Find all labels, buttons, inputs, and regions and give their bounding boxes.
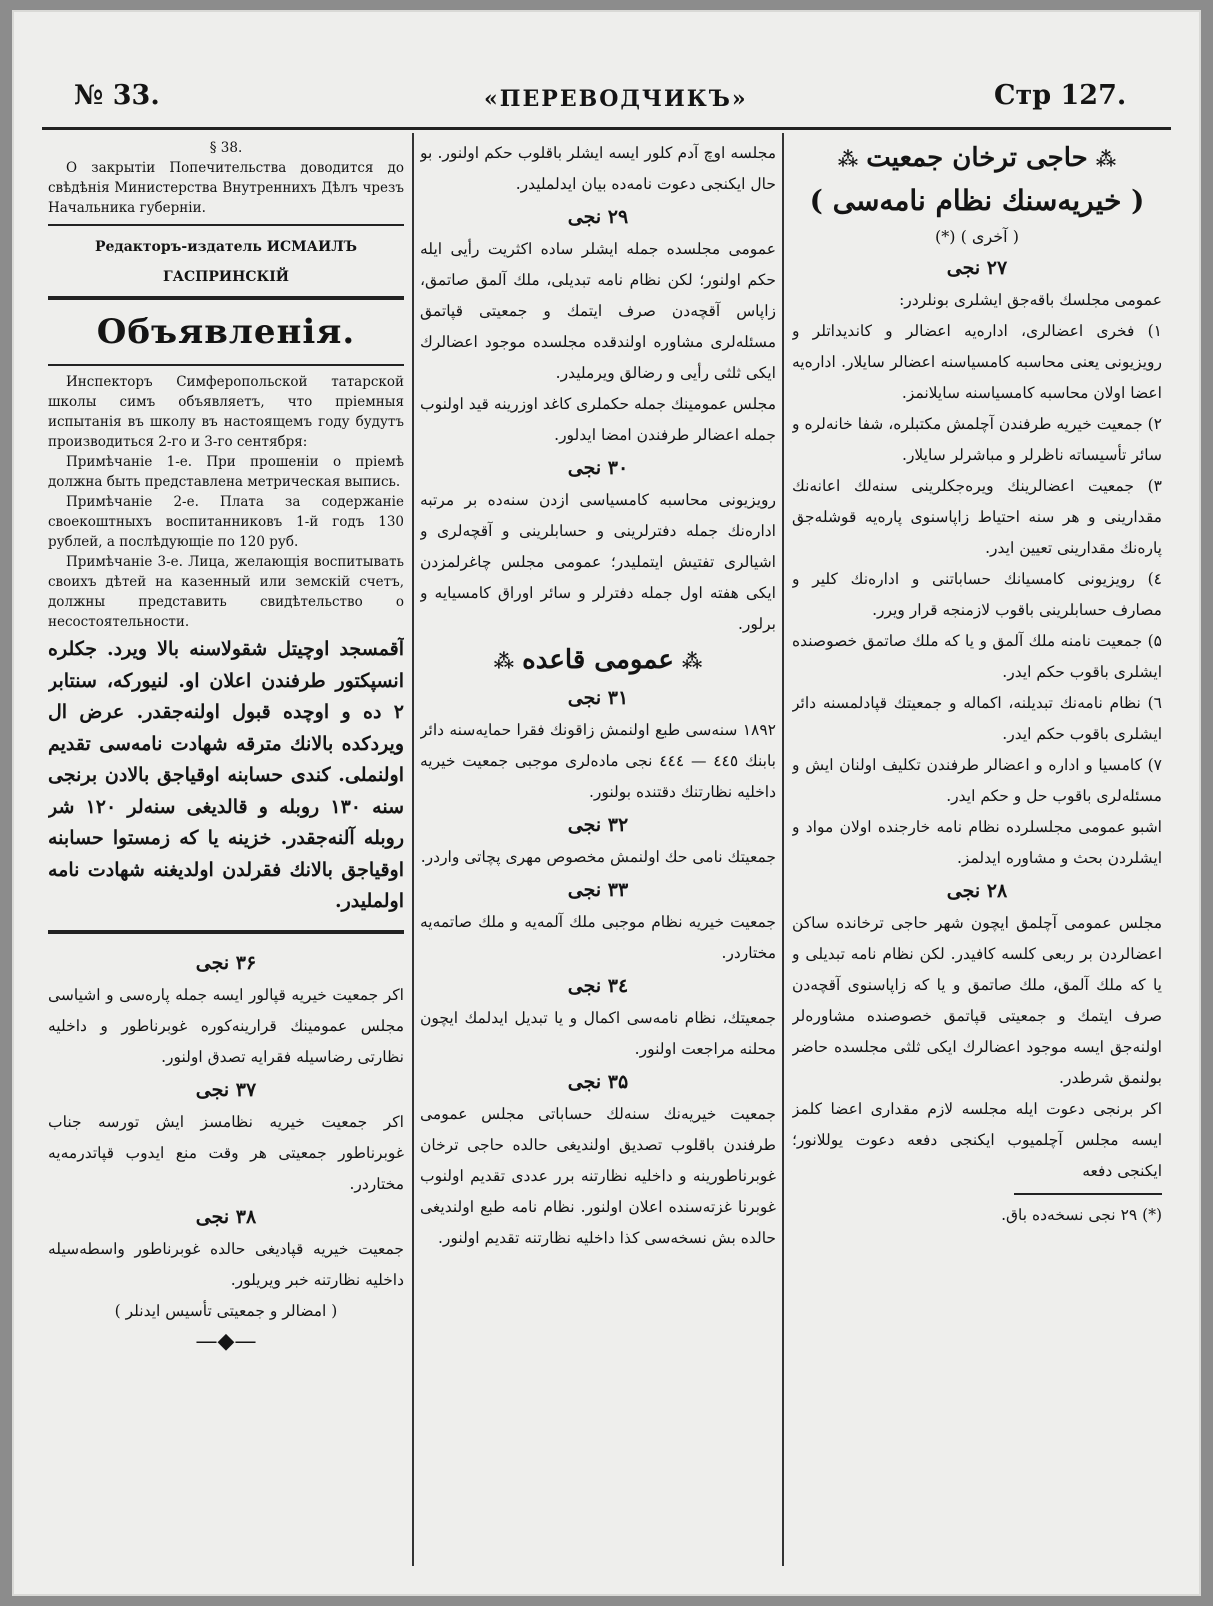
section-sign: § 38. — [209, 140, 243, 156]
article-38-signature: ( امضالر و جمعيتى تأسيس ايدنلر ) — [114, 1301, 338, 1320]
column-divider-1 — [412, 133, 414, 1566]
article-27-intro: عمومى مجلسك باقه‌جق ايشلرى بونلردر: — [899, 291, 1162, 309]
article-33: جمعيت خيريه نظام موجبى ملك آلمه‌يه و ملك صاتمه‌يه مختاردر. — [420, 913, 776, 962]
article-38-heading: ۳۸ نجى — [195, 1205, 257, 1228]
article-36: اکر جمعيت خيريه قپالور ايسه جمله پاره‌سى و اشياسى مجلس عمومينك قرارينه‌کوره غوبرناطور و داخليه نظارتى رضاسيله فقرايه تصدق اولنور. — [48, 985, 404, 1066]
article-30: رويزيونى محاسبه کامسياسى ازدن سنه‌ده بر مرتبه اداره‌نك جمله دفترلرينى و حسابلرينى و آقچه‌لرى و اشيالرى تفتيش ايتمليدر؛ عمومى مجلس چاغرلمزدن ايکى هفته اول جمله دفترلر و سائر اوراق کامسيايه و برلور. — [420, 491, 776, 633]
ad-note-3: Примѣчаніе 3-е. Лица, желающія воспитывать своихъ дѣтей на казенный или земскій счетъ, должны представить свидѣтельство о несостоятельности. — [48, 554, 404, 630]
article-37-heading: ۳۷ نجى — [195, 1078, 257, 1101]
article-27-item-7: ۷) کامسيا و اداره و اعضالر طرفندن تکليف اولنان ايش و مسئله‌لرى باقوب حل و حکم ايدر. — [792, 756, 1162, 805]
article-27-close: اشبو عمومى مجلسلرده نظام نامه خارجنده اولان مواد و ايشلردن بحث و مشاوره ايدلمز. — [792, 818, 1162, 867]
footnote-rule — [1014, 1193, 1162, 1195]
left-column — [48, 138, 404, 1570]
statute-title-text: حاجى ترخان جمعيت — [866, 143, 1088, 173]
ad-note-2: Примѣчаніе 2-е. Плата за содержаніе своекоштныхъ воспитанниковъ 1-й годъ 130 рублей, а послѣдующіе по 120 руб. — [48, 494, 404, 550]
article-28b: اکر برنجى دعوت ايله مجلسه لازم مقدارى اعضا کلمز ايسه مجلس آچلميوب ايکنجى دفعه دعوت يوللانور؛ ايکنجى دفعه — [792, 1100, 1162, 1180]
article-35-heading: ۳۵ نجى — [567, 1071, 629, 1093]
ad-note-1: Примѣчаніе 1-е. При прошеніи о пріемѣ должна быть представлена метрическая выпись. — [48, 454, 404, 490]
divider — [48, 364, 404, 366]
article-27-item-2: ۲) جمعيت خيريه طرفندن آچلمش مکتبلره، شفا خانه‌لره و سائر تأسيساته ناظرلر و مباشرلر سايلار. — [792, 415, 1162, 464]
article-27-heading: ۲۷ نجى — [946, 257, 1008, 279]
mid-intro: مجلسه اوچ آدم کلور ايسه ايشلر باقلوب حکم اولنور. بو حال ايکنجى دعوت نامه‌ده بيان ايدلمليدر. — [420, 144, 776, 193]
ads-title: Объявленія. — [96, 312, 356, 352]
newspaper-page — [12, 10, 1201, 1596]
issue-number: № 33. — [74, 80, 160, 111]
article-34-heading: ۳٤ نجى — [567, 975, 629, 997]
column-divider-2 — [782, 133, 784, 1566]
general-rules-heading — [420, 640, 776, 681]
divider — [48, 930, 404, 934]
general-rules-title: عمومى قاعده — [522, 645, 674, 675]
article-28-heading: ۲۸ نجى — [946, 880, 1008, 902]
divider — [48, 296, 404, 300]
header-rule — [42, 127, 1171, 130]
right-column — [792, 138, 1162, 1570]
statute-subtitle-text: خيريه‌سنك نظام نامه‌سى — [832, 184, 1122, 217]
footnote: (*) ۲۹ نجى نسخه‌ده باق. — [1001, 1206, 1162, 1224]
ornament-icon: ⁂ — [681, 649, 703, 673]
ornament-icon: ⁂ — [837, 147, 859, 171]
article-33-heading: ۳۳ نجى — [567, 879, 629, 901]
divider — [48, 224, 404, 226]
newspaper-title: «ПЕРЕВОДЧИКЪ» — [484, 86, 748, 112]
article-30-heading: ۳۰ نجى — [567, 457, 629, 479]
statute-title-2: ( خيريه‌سنك نظام نامه‌سى ) — [809, 184, 1145, 217]
middle-column — [420, 138, 776, 1570]
article-29-heading: ۲۹ نجى — [567, 206, 629, 228]
article-27-item-1: ۱) فخرى اعضالرى، اداره‌يه اعضالر و کانديداتلر و رويزيونى يعنى محاسبه کامسياسنه اعضالر سايلار. اداره‌يه اعضا اولان محاسبه کامسياسنه سايلانمز. — [792, 322, 1162, 402]
closing-notice: О закрытіи Попечительства доводится до свѣдѣнія Министерства Внутреннихъ Дѣлъ чрезъ Начальника губерніи. — [48, 160, 404, 216]
article-36-heading: ۳۶ نجى — [195, 951, 257, 974]
ad-body: Инспекторъ Симферопольской татарской школы симъ объявляетъ, что пріемныя испытанія въ школу въ настоящемъ году будутъ производиться 2-го и 3-го сентября: — [48, 374, 404, 450]
end-ornament: —◆— — [195, 1328, 257, 1354]
statute-subtitle: ( آخرى ) (*) — [935, 227, 1019, 246]
editor-line: Редакторъ-издатель ИСМАИЛЪ ГАСПРИНСКІЙ — [94, 239, 358, 285]
statute-title-1 — [792, 138, 1162, 179]
page-number: Стр 127. — [994, 80, 1127, 111]
article-34: جمعيتك، نظام نامه‌سى اکمال و يا تبديل ايدلمك ايچون محلنه مراجعت اولنور. — [420, 1009, 776, 1058]
article-35: جمعيت خيريه‌نك سنه‌لك حساباتى مجلس عمومى طرفندن باقلوب تصديق اولنديغى حالده حاجى ترخان غوبرناطورينه و داخليه نظارتنه برر عددى تقديم اولنوب غوبرنا غزته‌سنده اعلان اولنور. نظام نامه طبع اولنديغى حالده بش نسخه‌سى کذا داخليه نظارتنه تقديم اولنور. — [420, 1105, 776, 1247]
ornament-icon: ⁂ — [1095, 147, 1117, 171]
article-27-item-6: ٦) نظام نامه‌نك تبديلنه، اکماله و جمعيتك قپادلمسنه دائر ايشلرى باقوب حکم ايدر. — [792, 694, 1162, 743]
article-32: جمعيتك نامى حك اولنمش مخصوص مهرى پچاتى واردر. — [420, 848, 776, 866]
article-27-item-3: ۳) جمعيت اعضالرينك ويره‌جکلرينى سنه‌لك اعانه‌نك مقدارينى و هر سنه احتياط زاپاسنوى پاره‌يه قوشله‌جق پاره‌نك مقدارينى تعيين ايدر. — [792, 477, 1162, 557]
article-28a: مجلس عمومى آچلمق ايچون شهر حاجى ترخانده ساکن اعضالردن بر ربعى کلسه کافيدر. لکن نظام نامه تبديلى و يا که ملك آلمق، ملك صاتمق و يا که زاپاسنوى آقچه‌دن صرف ايتمك و جمعيتى قپاتمق خصوصنده مشاوره‌لر اولنه‌جق ايسه موجود اعضالرك ايکى ثلثى مجلسده حاضر بولنمق شرطدر. — [792, 914, 1162, 1087]
article-31: ۱۸۹۲ سنه‌سى طبع اولنمش زاقونك فقرا حمايه‌سنه دائر بابنك ٤٤٥ — ٤٤٤ نجى ماده‌لرى موجبى جمعيت خيريه داخليه نظارتنك دقتنده بولنور. — [420, 721, 776, 801]
article-27-item-5: ۵) جمعيت نامنه ملك آلمق و يا که ملك صاتمق خصوصنده ايشلرى باقوب حکم ايدر. — [792, 632, 1162, 681]
ornament-icon: ⁂ — [493, 649, 515, 673]
article-27-item-4: ٤) رويزيونى کامسيانك حساباتنى و اداره‌نك کلير و مصارف حسابلرينى باقوب لازمنجه قرار ويرر. — [792, 570, 1162, 619]
article-31-heading: ۳۱ نجى — [567, 687, 629, 709]
article-32-heading: ۳۲ نجى — [567, 814, 629, 836]
article-37: اکر جمعيت خيريه نظامسز ايش تورسه جناب غوبرناطور جمعيتى هر وقت منع ايدوب قپاتدرمه‌يه مختاردر. — [48, 1112, 404, 1193]
article-29a: عمومى مجلسده جمله ايشلر ساده اکثريت رأيى ايله حکم اولنور؛ لکن نظام نامه تبديلى، ملك آلمق صاتمق، زاپاس آقچه‌دن صرف ايتمك و جمعيتى قپاتمق مسئله‌لرى مشاوره اولندقده مجلسده موجود اعضالرك ايکى ثلثى رأيى و رضالق ويرمليدر. — [420, 240, 776, 382]
article-38: جمعيت خيريه قپاديغى حالده غوبرناطور واسطه‌سيله داخليه نظارتنه خبر ويريلور. — [48, 1239, 404, 1289]
article-29b: مجلس عمومينك جمله حکملرى کاغد اوزرينه قيد اولنوب جمله اعضالر طرفندن امضا ايدلور. — [420, 395, 776, 444]
ad-arabic: آقمسجد اوچيتل شقولاسنه بالا ويرد. جكلره انسپكتور طرفندن اعلان او. لنيورکه، سنتابر ۲ ده و اوچده قبول اولنه‌جقدر. عرض ال ويردکده بالانك مترقه شهادت نامه‌سى تقديم اولنملى. کندى حسابنه اوقياجق بالادن برنجى سنه ۱۳۰ روبله و قالديغى سنه‌لر ۱۲۰ شر روبله آلنه‌جقدر. خزينه يا که زمستوا حسابنه اوقياجق بالانك فقرلدن اولديغنه شهادت نامه اولمليدر. — [48, 638, 404, 912]
